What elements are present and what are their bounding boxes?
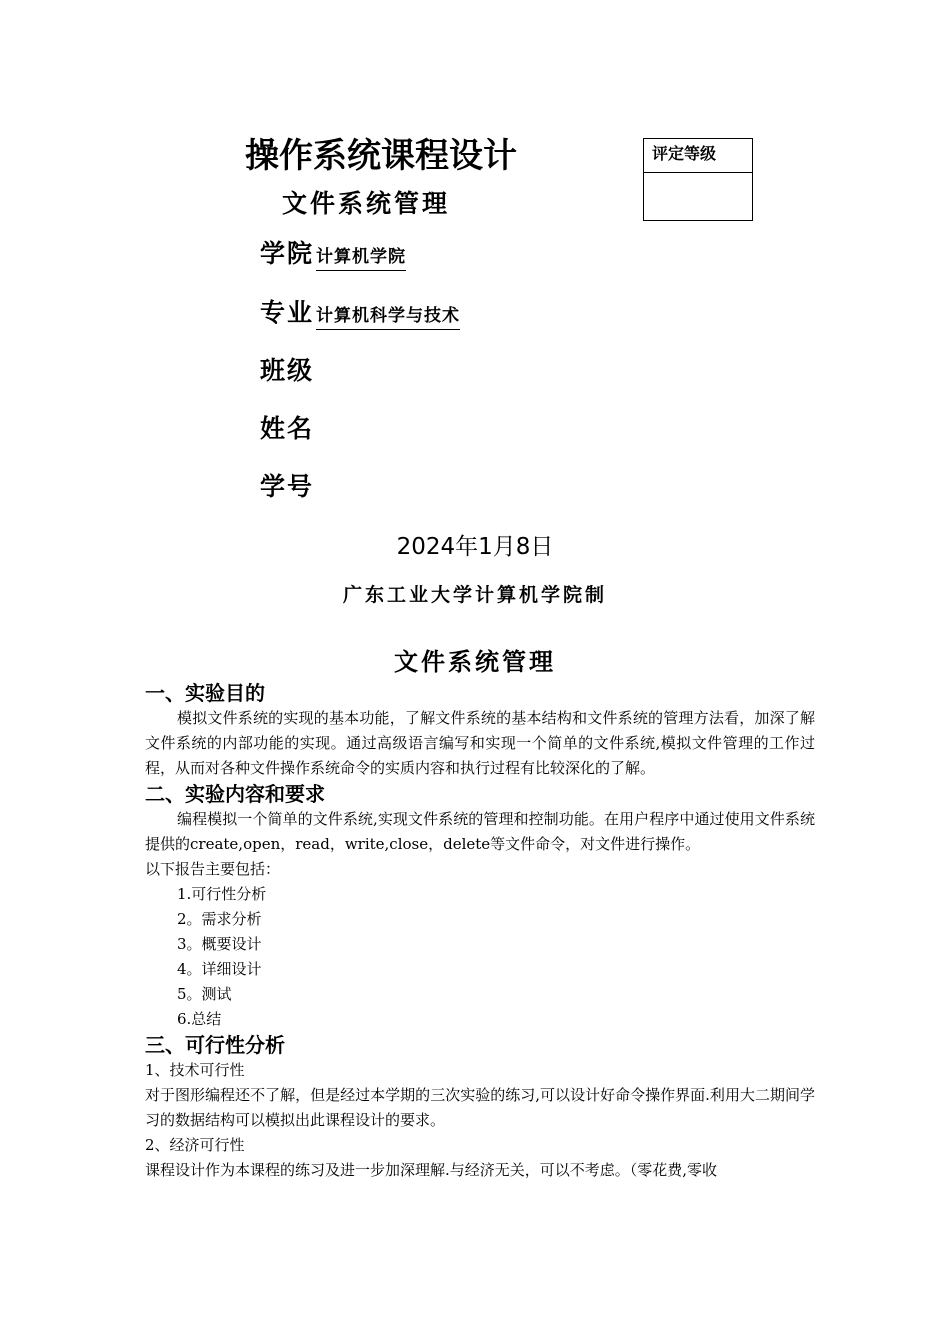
section-heading: 三、可行性分析 <box>145 1033 285 1057</box>
cover-main-title: 操作系统课程设计 <box>245 136 517 176</box>
list-item: 6.总结 <box>177 1010 222 1028</box>
cover-college: 广东工业大学计算机学院制 <box>342 584 607 606</box>
list-item: 1.可行性分析 <box>177 885 267 903</box>
field-student-id <box>260 467 314 503</box>
field-college <box>260 234 406 271</box>
list-item: 5。测试 <box>177 985 232 1003</box>
field-label: 姓名 <box>260 414 315 443</box>
cover-date: 2024年1月8日 <box>396 534 554 560</box>
section-heading: 一、实验目的 <box>145 681 265 705</box>
section-paragraph: 课程设计作为本课程的练习及进一步加深理解.与经济无关，可以不考虑。（零花费,零收 <box>145 1161 718 1179</box>
field-label: 学院 <box>260 239 315 268</box>
list-item: 2。需求分析 <box>177 910 262 928</box>
field-name <box>260 409 314 445</box>
field-label: 班级 <box>260 356 315 385</box>
subsection-heading: 2、经济可行性 <box>145 1136 245 1154</box>
field-label: 专业 <box>260 298 315 327</box>
cover-sub-title: 文件系统管理 <box>282 189 451 218</box>
field-label: 学号 <box>260 472 315 501</box>
list-item: 4。详细设计 <box>177 960 262 978</box>
section-paragraph: 编程模拟一个简单的文件系统,实现文件系统的管理和控制功能。在用户程序中通过使用文件系统提供的create,open，read，write,close，delete等文件命令，对文件进行操作。 <box>145 810 815 853</box>
grade-label: 评定等级 <box>644 139 752 173</box>
list-intro: 以下报告主要包括： <box>145 860 281 878</box>
grade-box <box>643 138 753 221</box>
doc-content <box>145 680 815 1183</box>
field-class <box>260 351 314 387</box>
field-major <box>260 293 460 330</box>
doc-title: 文件系统管理 <box>394 648 556 676</box>
section-paragraph: 对于图形编程还不了解，但是经过本学期的三次实验的练习,可以设计好命令操作界面.利用大二期间学习的数据结构可以模拟出此课程设计的要求。 <box>145 1086 815 1129</box>
field-value: 计算机学院 <box>316 242 406 271</box>
field-value: 计算机科学与技术 <box>316 301 460 330</box>
list-item: 3。概要设计 <box>177 935 262 953</box>
subsection-heading: 1、技术可行性 <box>145 1061 245 1079</box>
section-paragraph: 模拟文件系统的实现的基本功能，了解文件系统的基本结构和文件系统的管理方法看，加深了解文件系统的内部功能的实现。通过高级语言编写和实现一个简单的文件系统,模拟文件管理的工作过程，从而对各种文件操作系统命令的实质内容和执行过程有比较深化的了解。 <box>145 709 815 777</box>
section-heading: 二、实验内容和要求 <box>145 782 325 806</box>
